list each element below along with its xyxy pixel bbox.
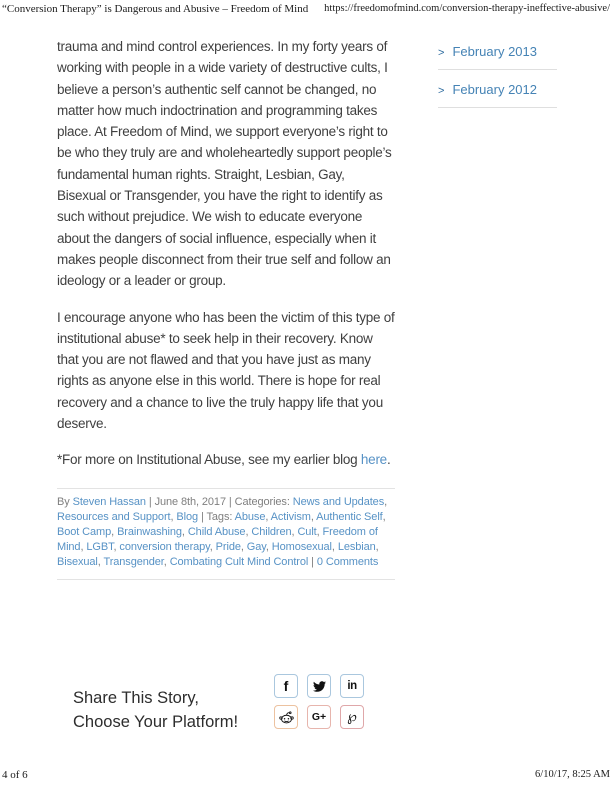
meta-link[interactable]: Resources and Support: [57, 510, 171, 523]
meta-text: ,: [316, 525, 323, 538]
meta-link[interactable]: News and Updates: [292, 495, 385, 508]
print-header-url: https://freedomofmind.com/conversion-therapy-ineffective-abusive/: [324, 3, 610, 14]
facebook-share-button[interactable]: [274, 674, 298, 698]
meta-link[interactable]: Activism: [270, 510, 311, 523]
facebook-icon: f: [283, 678, 289, 694]
meta-link[interactable]: 0 Comments: [316, 555, 379, 568]
googleplus-icon: G+: [311, 711, 327, 723]
meta-text: ,: [97, 555, 104, 568]
reddit-alien-icon: [279, 711, 294, 724]
meta-text: ,: [113, 540, 120, 553]
print-header: [2, 3, 610, 15]
meta-link[interactable]: Steven Hassan: [72, 495, 146, 508]
meta-link[interactable]: conversion therapy: [119, 540, 210, 553]
meta-link[interactable]: Children: [251, 525, 292, 538]
meta-link[interactable]: Gay: [246, 540, 266, 553]
print-header-title: “Conversion Therapy” is Dangerous and Abusive – Freedom of Mind: [2, 3, 309, 15]
twitter-bird-icon: [313, 680, 326, 693]
meta-text: By: [57, 495, 73, 508]
meta-text: ,: [384, 495, 388, 508]
meta-link[interactable]: Combating Cult Mind Control: [169, 555, 309, 568]
meta-text: | June 8th, 2017 | Categories:: [145, 495, 293, 508]
share-title-line2: Choose Your Platform!: [73, 713, 239, 731]
meta-text: ,: [163, 555, 170, 568]
meta-text: ,: [265, 540, 272, 553]
article-body: [57, 36, 395, 580]
meta-text: ,: [209, 540, 216, 553]
here-link[interactable]: here: [360, 452, 387, 468]
sidebar-item-label: February 2013: [452, 44, 537, 59]
print-footer: [2, 769, 610, 781]
meta-link[interactable]: LGBT: [86, 540, 114, 553]
meta-link[interactable]: Lesbian: [337, 540, 376, 553]
chevron-right-icon: >: [438, 85, 445, 97]
linkedin-share-button[interactable]: [340, 674, 364, 698]
chevron-right-icon: >: [438, 47, 445, 59]
meta-link[interactable]: Freedom of Mind: [57, 525, 378, 553]
post-meta: [57, 488, 395, 580]
meta-link[interactable]: Authentic Self: [316, 510, 383, 523]
sidebar-item-february-2013[interactable]: [438, 44, 557, 70]
article-paragraph-1: trauma and mind control experiences. In my forty years of working with people in a wide variety of destructive cults, I believe a person’s authentic self cannot be changed, no matter how much indoctrination and programming takes place. At Freedom of Mind, we support everyone’s right to be who they truly are and wholeheartedly support people’s fundamental human rights. Straight, Lesbian, Gay, Bisexual or Transgender, you have the right to identify as such without prejudice. We wish to educate everyone about the dangers of social influence, especially when it makes people disconnect from their true self and follow an ideology or a leader or group.: [57, 39, 392, 289]
meta-text: ,: [170, 510, 177, 523]
meta-link[interactable]: Brainwashing: [117, 525, 182, 538]
meta-text: ,: [375, 540, 379, 553]
meta-text: ,: [331, 540, 338, 553]
article-paragraph-3: [57, 449, 395, 470]
archives-sidebar: [438, 44, 557, 120]
meta-link[interactable]: Bisexual: [57, 555, 98, 568]
meta-text: ,: [80, 540, 87, 553]
share-title: [73, 686, 238, 734]
share-title-line1: Share This Story,: [73, 689, 199, 707]
reddit-share-button[interactable]: [274, 705, 298, 729]
meta-link[interactable]: Cult: [297, 525, 317, 538]
meta-link[interactable]: Pride: [215, 540, 241, 553]
meta-link[interactable]: Abuse: [234, 510, 266, 523]
meta-text: ,: [310, 510, 317, 523]
linkedin-icon: in: [347, 680, 357, 692]
page-number: 4 of 6: [2, 769, 28, 781]
meta-text: ,: [291, 525, 298, 538]
pinterest-share-button[interactable]: [340, 705, 364, 729]
meta-link[interactable]: Child Abuse: [187, 525, 246, 538]
meta-link[interactable]: Transgender: [103, 555, 164, 568]
print-timestamp: 6/10/17, 8:25 AM: [535, 769, 610, 780]
share-buttons: [274, 674, 364, 729]
meta-text: |: [308, 555, 317, 568]
meta-text: ,: [181, 525, 188, 538]
sidebar-item-label: February 2012: [452, 82, 537, 97]
sidebar-item-february-2012[interactable]: [438, 82, 557, 108]
pinterest-icon: ℘: [347, 709, 357, 725]
meta-link[interactable]: Homosexual: [271, 540, 332, 553]
article-paragraph-2: I encourage anyone who has been the victim of this type of institutional abuse* to seek help in their recovery. Know that you are not flawed and that you have just as many rights as anyone else in this world. There is hope for real recovery and a chance to live the truly happy life that you deserve.: [57, 309, 395, 432]
meta-text: ,: [265, 510, 271, 523]
meta-link[interactable]: Boot Camp: [57, 525, 112, 538]
meta-text: ,: [382, 510, 386, 523]
meta-text: ,: [245, 525, 252, 538]
meta-text: ,: [240, 540, 247, 553]
twitter-share-button[interactable]: [307, 674, 331, 698]
googleplus-share-button[interactable]: [307, 705, 331, 729]
meta-text: | Tags:: [198, 510, 235, 523]
meta-text: ,: [111, 525, 118, 538]
footnote-text: *For more on Institutional Abuse, see my earlier blog: [57, 452, 361, 468]
meta-link[interactable]: Blog: [176, 510, 199, 523]
footnote-period: .: [386, 452, 391, 468]
